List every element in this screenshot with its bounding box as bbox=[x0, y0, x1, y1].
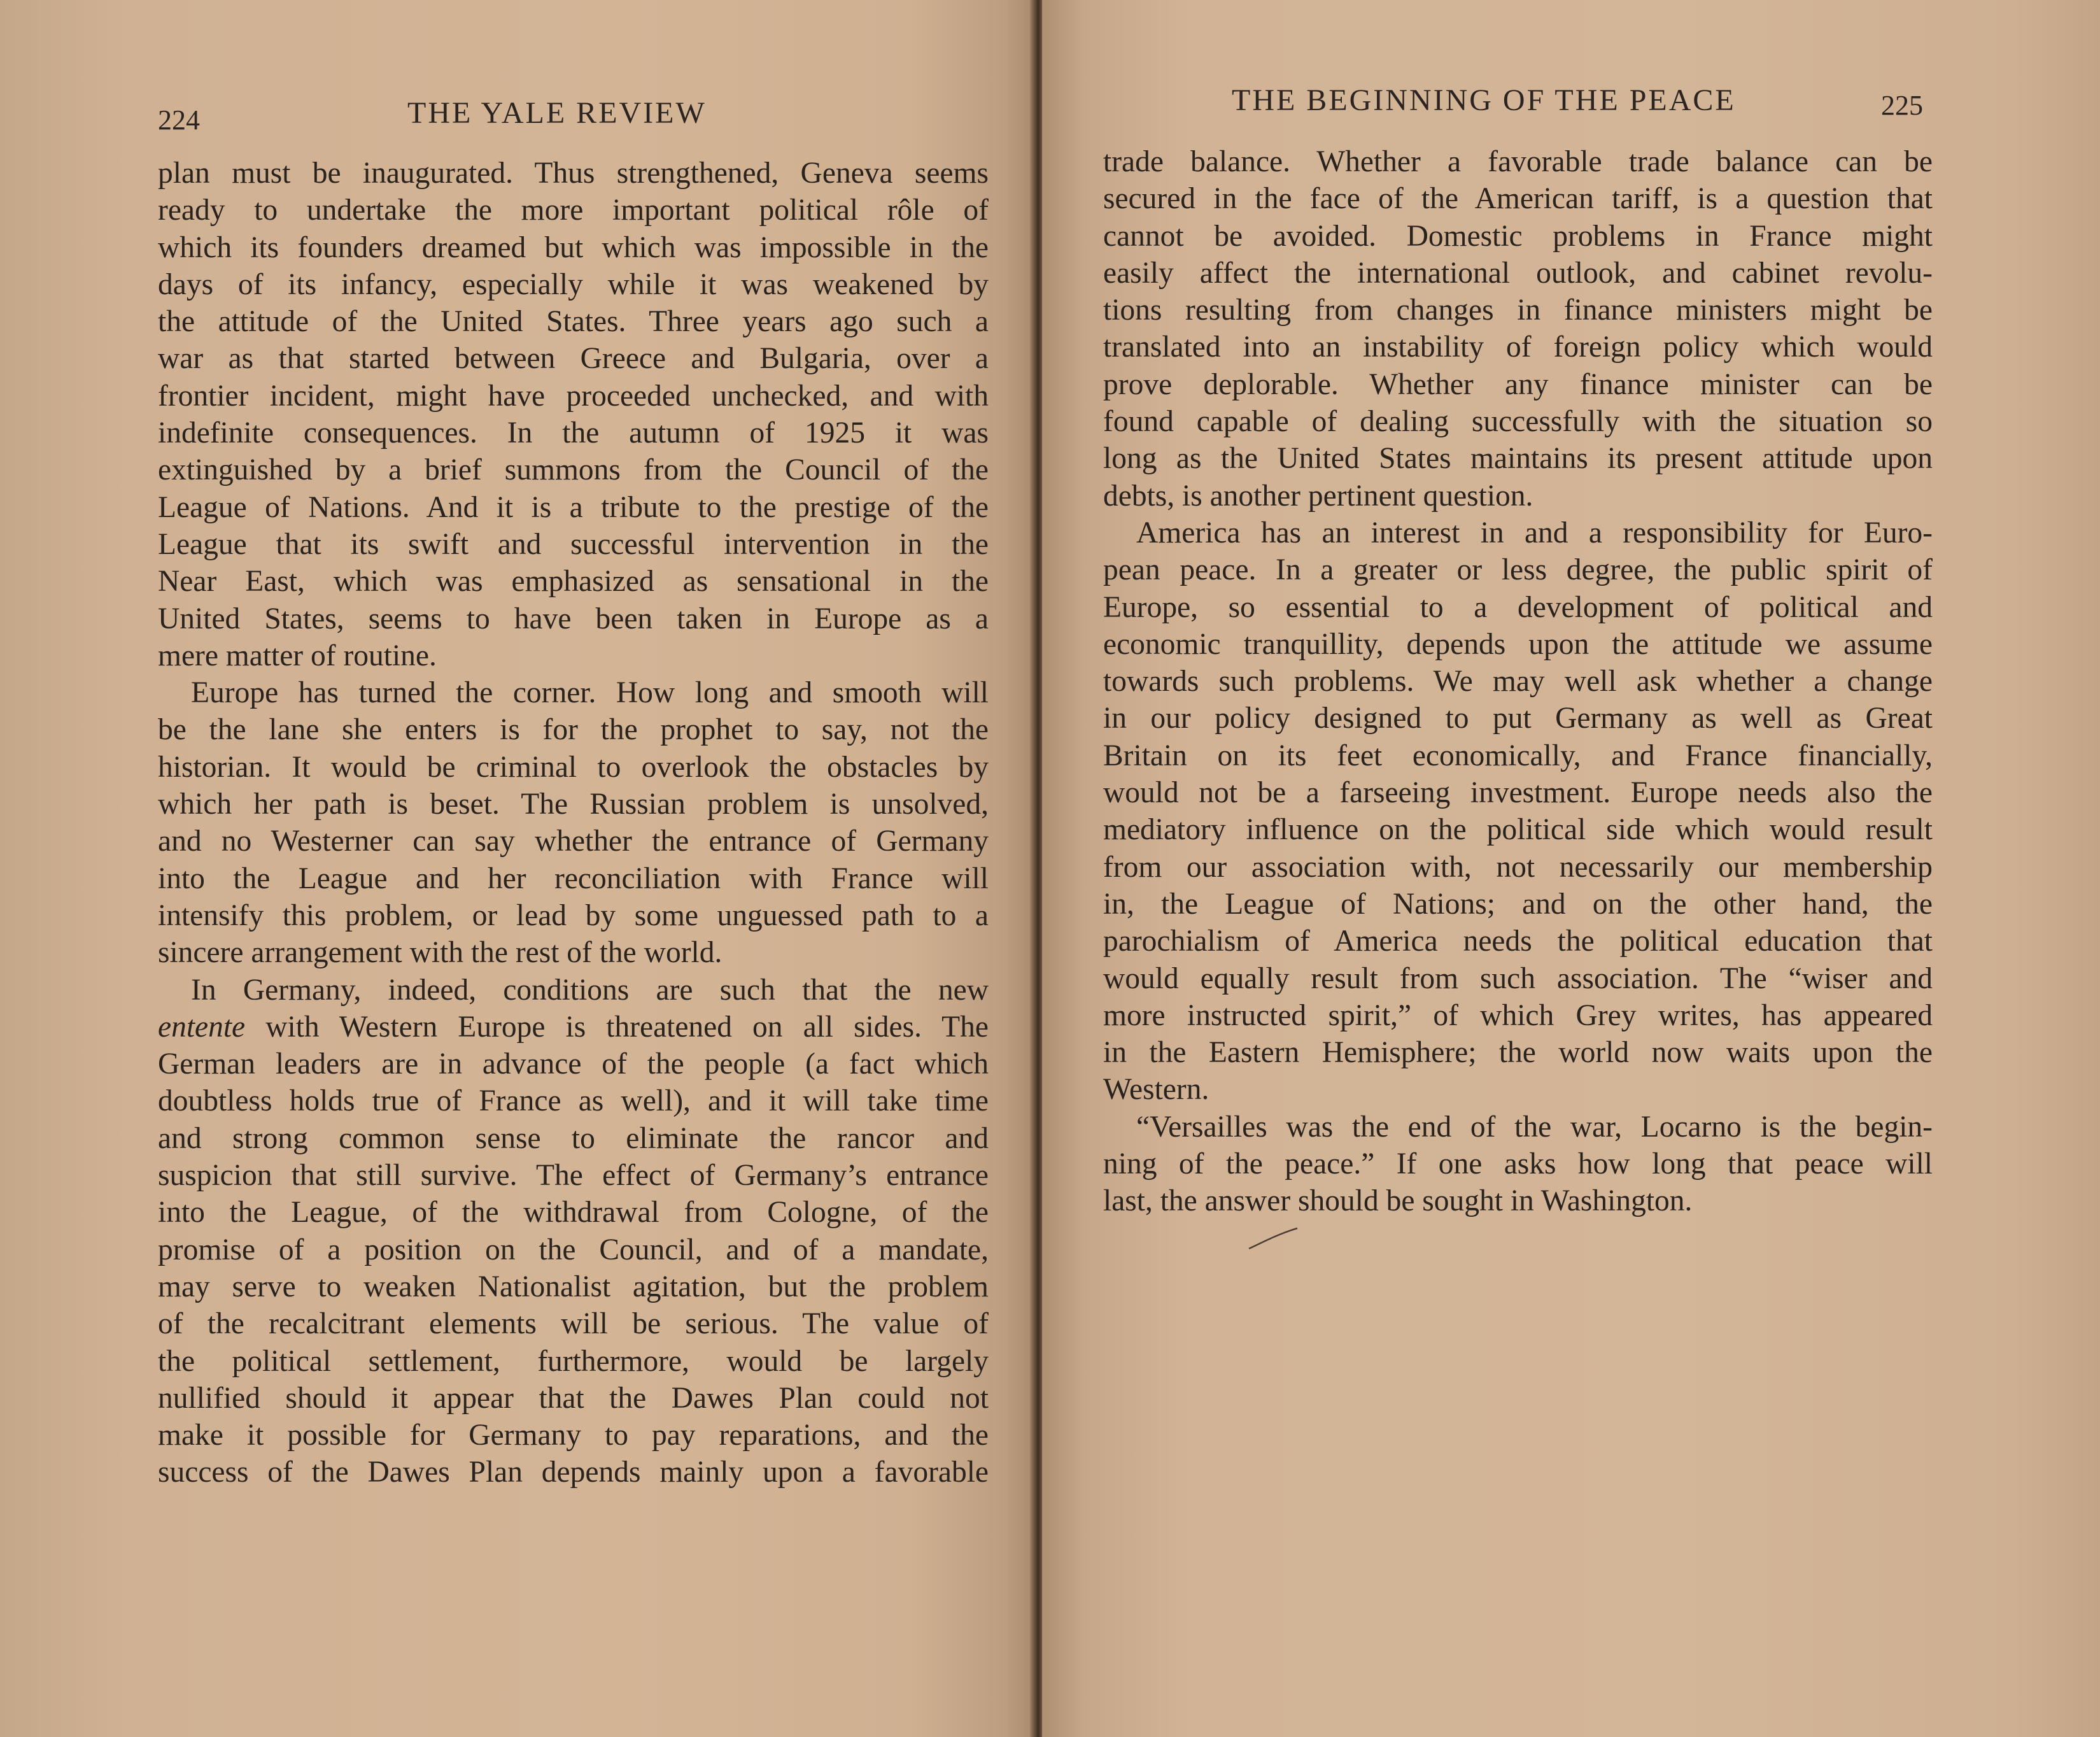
text-line: may serve to weaken Nationalist agitation, but the problem bbox=[158, 1270, 989, 1303]
text-line: ready to undertake the more important political rôle of bbox=[158, 194, 989, 227]
text-line: Western. bbox=[1103, 1073, 1209, 1107]
text-line: and strong common sense to eliminate the rancor and bbox=[158, 1121, 989, 1155]
text-line: mere matter of routine. bbox=[158, 639, 437, 672]
text-line: the political settlement, furthermore, would be largely bbox=[158, 1344, 989, 1378]
left-text-block bbox=[158, 155, 989, 1491]
text-line: into the League and her reconciliation with France will bbox=[158, 861, 989, 895]
text-line: extinguished by a brief summons from the Council of the bbox=[158, 453, 989, 487]
text-line: frontier incident, might have proceeded unchecked, and with bbox=[158, 379, 989, 413]
text-line: mediatory influence on the political side which would result bbox=[1103, 813, 1933, 847]
text-line: last, the answer should be sought in Washington. bbox=[1103, 1184, 1693, 1218]
text-line: and no Westerner can say whether the entrance of Germany bbox=[158, 825, 989, 858]
text-line: “Versailles was the end of the war, Locarno is the begin- bbox=[1136, 1110, 1933, 1144]
text-line: in our policy designed to put Germany as well as Great bbox=[1103, 702, 1933, 735]
text-line: promise of a position on the Council, and of a mandate, bbox=[158, 1233, 989, 1266]
text-line: days of its infancy, especially while it was weakened by bbox=[158, 267, 989, 301]
text-line: debts, is another pertinent question. bbox=[1103, 479, 1533, 513]
text-line: parochialism of America needs the political education that bbox=[1103, 925, 1933, 958]
text-line: prove deplorable. Whether any finance minister can be bbox=[1103, 367, 1933, 401]
text-line: sincere arrangement with the rest of the world. bbox=[158, 936, 722, 970]
italic-word: entente bbox=[158, 1010, 246, 1044]
text-line: In Germany, indeed, conditions are such that the new bbox=[191, 973, 989, 1007]
text-line-entente bbox=[158, 1009, 989, 1046]
text-line: pean peace. In a greater or less degree, the public spirit of bbox=[1103, 553, 1933, 587]
text-line: cannot be avoided. Domestic problems in France might bbox=[1103, 219, 1933, 253]
text-line: League of Nations. And it is a tribute to the prestige of the bbox=[158, 490, 989, 524]
right-page-number: 225 bbox=[1881, 90, 1923, 121]
text-line: suspicion that still survive. The effect of Germany’s entrance bbox=[158, 1159, 989, 1193]
text-line: secured in the face of the American tariff, is a question that bbox=[1103, 182, 1933, 216]
text-line: tions resulting from changes in finance ministers might be bbox=[1103, 294, 1933, 327]
text-line: from our association with, not necessarily our membership bbox=[1103, 850, 1933, 884]
left-page bbox=[0, 0, 1034, 1737]
text-line: which its founders dreamed but which was impossible in the bbox=[158, 230, 989, 264]
text-line: Near East, which was emphasized as sensational in the bbox=[158, 565, 989, 599]
text-line: Europe has turned the corner. How long and smooth will bbox=[191, 676, 989, 710]
text-line: make it possible for Germany to pay reparations, and the bbox=[158, 1419, 989, 1452]
text-line: plan must be inaugurated. Thus strengthened, Geneva seems bbox=[158, 157, 989, 190]
left-page-number: 224 bbox=[158, 104, 200, 136]
text-line: long as the United States maintains its present attitude upon bbox=[1103, 442, 1933, 476]
text-line: towards such problems. We may well ask whether a change bbox=[1103, 665, 1933, 698]
text-line: which her path is beset. The Russian problem is unsolved, bbox=[158, 788, 989, 821]
text-line: historian. It would be criminal to overlook the obstacles by bbox=[158, 750, 989, 784]
text-line: doubtless holds true of France as well), and it will take time bbox=[158, 1084, 989, 1118]
text-line: more instructed spirit,” of which Grey writes, has appeared bbox=[1103, 998, 1933, 1032]
right-text-block bbox=[1103, 143, 1933, 1220]
text-line: success of the Dawes Plan depends mainly upon a favorable bbox=[158, 1456, 989, 1489]
left-running-head: THE YALE REVIEW bbox=[407, 96, 707, 130]
text-line: League that its swift and successful intervention in the bbox=[158, 527, 989, 561]
text-line: be the lane she enters is for the prophet to say, not the bbox=[158, 713, 989, 747]
text-line: America has an interest in and a responsibility for Euro- bbox=[1136, 516, 1933, 549]
pencil-mark bbox=[1248, 1226, 1299, 1251]
text-line: in the Eastern Hemisphere; the world now waits upon the bbox=[1103, 1036, 1933, 1070]
right-running-head: THE BEGINNING OF THE PEACE bbox=[1232, 83, 1736, 117]
text-line: ning of the peace.” If one asks how long that peace will bbox=[1103, 1147, 1933, 1181]
text-line: found capable of dealing successfully with the situation so bbox=[1103, 405, 1933, 439]
text-line: in, the League of Nations; and on the other hand, the bbox=[1103, 887, 1933, 921]
text-line: United States, seems to have been taken in Europe as a bbox=[158, 602, 989, 635]
text-line: indefinite consequences. In the autumn of 1925 it was bbox=[158, 416, 989, 450]
text-line: Britain on its feet economically, and France financially, bbox=[1103, 739, 1933, 772]
text-line: would not be a farseeing investment. Europe needs also the bbox=[1103, 776, 1933, 810]
text-line: economic tranquillity, depends upon the attitude we assume bbox=[1103, 627, 1933, 661]
text-line: intensify this problem, or lead by some unguessed path to a bbox=[158, 898, 989, 932]
text-line: translated into an instability of foreign policy which would bbox=[1103, 330, 1933, 364]
text-line: nullified should it appear that the Dawes Plan could not bbox=[158, 1381, 989, 1415]
text-line: trade balance. Whether a favorable trade balance can be bbox=[1103, 145, 1933, 178]
text-line: into the League, of the withdrawal from Cologne, of the bbox=[158, 1196, 989, 1230]
text-line: Europe, so essential to a development of political and bbox=[1103, 590, 1933, 624]
text-line: German leaders are in advance of the people (a fact which bbox=[158, 1047, 989, 1081]
text-line-rest: with Western Europe is threatened on all sides. The bbox=[245, 1010, 989, 1044]
text-line: would equally result from such association. The “wiser and bbox=[1103, 961, 1933, 995]
text-line: easily affect the international outlook, and cabinet revolu- bbox=[1103, 256, 1933, 290]
text-line: the attitude of the United States. Three years ago such a bbox=[158, 305, 989, 339]
text-line: war as that started between Greece and Bulgaria, over a bbox=[158, 342, 989, 376]
text-line: of the recalcitrant elements will be serious. The value of bbox=[158, 1307, 989, 1341]
